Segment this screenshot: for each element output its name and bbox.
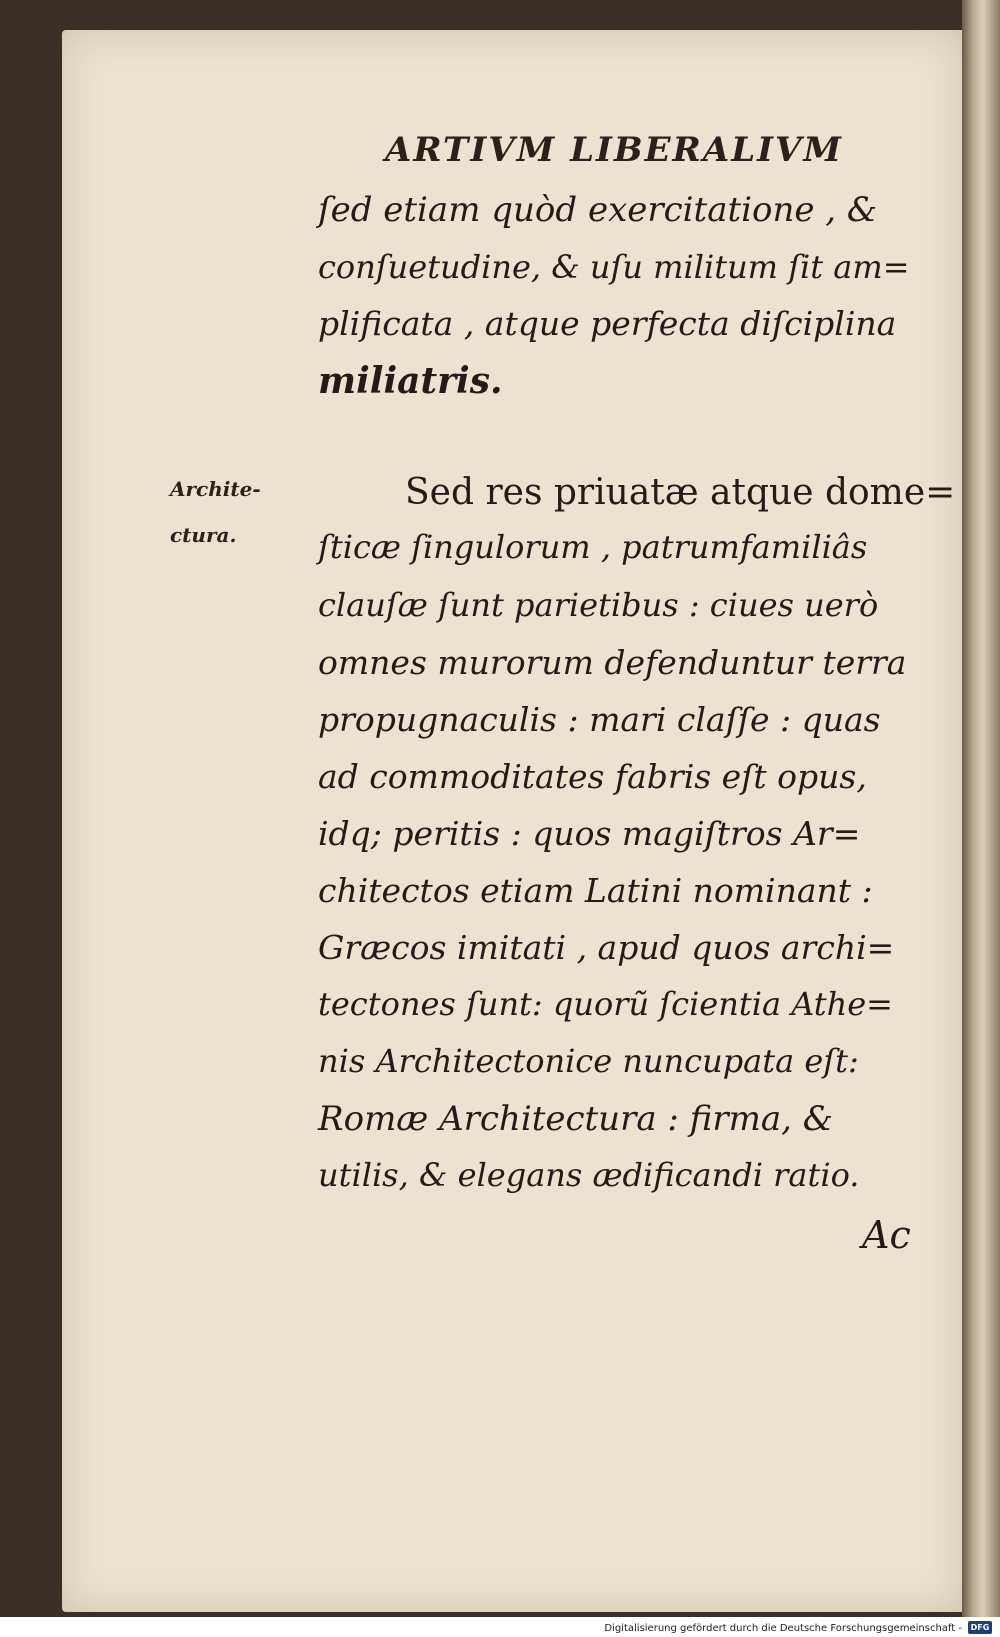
dfg-logo-text: DFG (970, 1623, 990, 1632)
text-line: ſed etiam quòd exercitatione , & (318, 190, 878, 230)
running-head: ARTIVM LIBERALIVM (385, 130, 844, 170)
text-line: idq; peritis : quos magiſtros Ar= (318, 814, 861, 853)
text-line: utilis, & elegans ædificandi ratio. (318, 1156, 860, 1194)
text-line: plificata , atque perfecta diſciplina (318, 304, 897, 343)
text-line: chitectos etiam Latini nominant : (318, 871, 873, 910)
book-page-edge (962, 0, 1000, 1620)
text-line: Romæ Architectura : firma, & (318, 1099, 833, 1139)
text-line: miliatris. (318, 360, 503, 402)
text-line: ſticæ ſingulorum , patrumfamiliâs (318, 528, 868, 566)
text-line: tectones ſunt: quorũ ſcientia Athe= (318, 985, 893, 1023)
text-line: propugnaculis : mari claſſe : quas (318, 700, 881, 739)
text-line: Sed res priuatæ atque dome= (405, 472, 956, 513)
text-line: clauſæ ſunt parietibus : ciues uerò (318, 586, 879, 624)
catchword: Ac (862, 1213, 911, 1257)
footer-credit: Digitalisierung gefördert durch die Deutsche Forschungsgemeinschaft - (604, 1623, 962, 1634)
text-line: ad commoditates fabris eſt opus, (318, 757, 867, 796)
text-line: nis Architectonice nuncupata eſt: (318, 1042, 859, 1080)
text-line: omnes murorum defenduntur terra (318, 643, 907, 682)
marginal-note-line-2: ctura. (170, 523, 237, 547)
text-line: conſuetudine, & uſu militum ſit am= (318, 248, 910, 286)
marginal-note-line-1: Archite- (170, 477, 261, 501)
dfg-logo-icon (968, 1621, 992, 1634)
text-line: Græcos imitati , apud quos archi= (318, 928, 895, 967)
footer-bar (0, 1617, 1000, 1637)
